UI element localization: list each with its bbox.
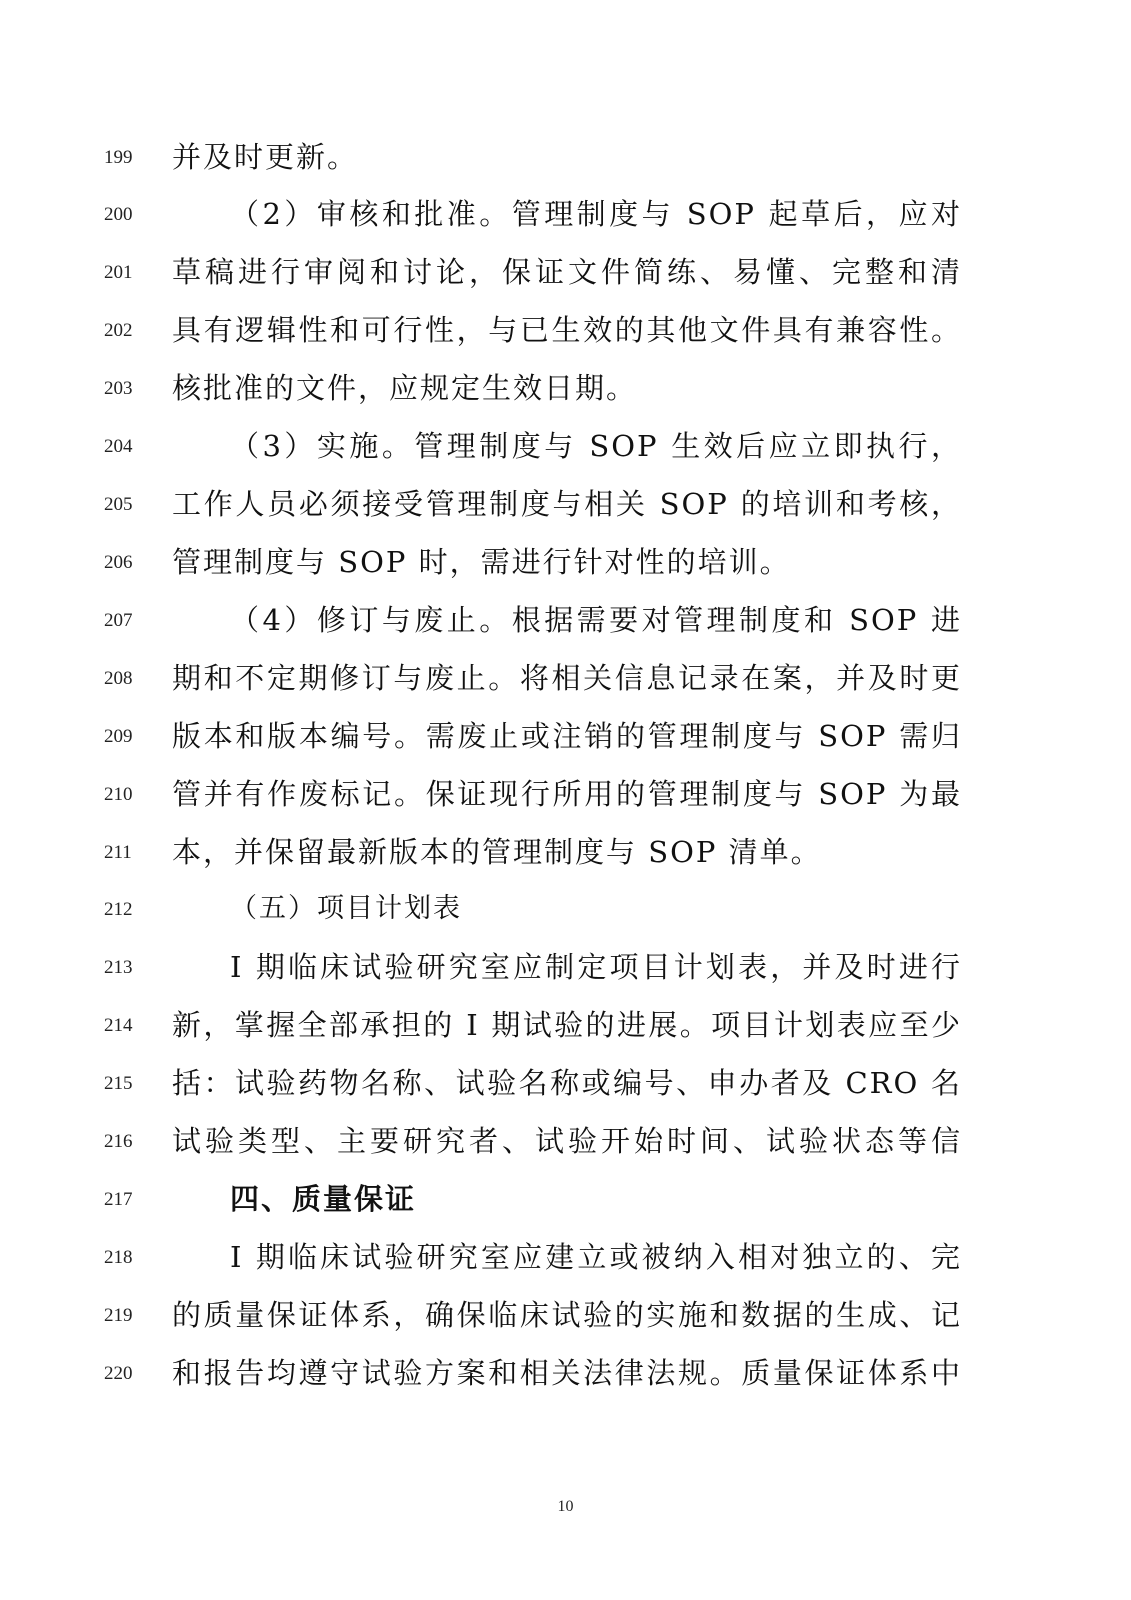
text-line [0, 426, 1131, 466]
line-number: 209 [104, 726, 133, 747]
line-text: 草稿进行审阅和讨论，保证文件简练、易懂、完整和清 [172, 255, 962, 289]
text-line [0, 832, 1131, 872]
line-number: 208 [104, 668, 133, 689]
text-line [0, 137, 1131, 177]
line-number: 214 [104, 1015, 133, 1036]
line-number: 203 [104, 378, 133, 399]
section-subheading: （五）项目计划表 [230, 893, 462, 924]
line-text: 的质量保证体系，确保临床试验的实施和数据的生成、记 [172, 1298, 962, 1332]
line-number: 199 [104, 147, 133, 168]
line-text: 核批准的文件，应规定生效日期。 [172, 371, 638, 405]
text-line [0, 716, 1131, 756]
line-number: 207 [104, 610, 133, 631]
text-line [0, 194, 1131, 234]
line-number: 206 [104, 552, 133, 573]
line-text: 版本和版本编号。需废止或注销的管理制度与 SOP 需归 [172, 719, 962, 753]
line-text: I 期临床试验研究室应制定项目计划表，并及时进行 [230, 950, 962, 984]
line-number: 205 [104, 494, 133, 515]
line-number: 213 [104, 957, 133, 978]
line-number: 218 [104, 1247, 133, 1268]
text-line [0, 1121, 1131, 1161]
line-number: 219 [104, 1305, 133, 1326]
text-line [0, 658, 1131, 698]
line-number: 212 [104, 899, 133, 920]
line-number: 217 [104, 1189, 133, 1210]
text-line [0, 1353, 1131, 1393]
line-text: 工作人员必须接受管理制度与相关 SOP 的培训和考核， [172, 487, 962, 521]
line-text: 管理制度与 SOP 时，需进行针对性的培训。 [172, 545, 791, 579]
line-number: 211 [104, 842, 132, 863]
text-line [0, 252, 1131, 292]
line-text: 期和不定期修订与废止。将相关信息记录在案，并及时更 [172, 661, 962, 695]
line-text: 新，掌握全部承担的 I 期试验的进展。项目计划表应至少 [172, 1008, 962, 1042]
line-number: 216 [104, 1131, 133, 1152]
line-text: 管并有作废标记。保证现行所用的管理制度与 SOP 为最 [172, 777, 962, 811]
text-line [0, 484, 1131, 524]
line-text: 和报告均遵守试验方案和相关法律法规。质量保证体系中 [172, 1356, 962, 1390]
line-number: 201 [104, 262, 133, 283]
text-line [0, 947, 1131, 987]
text-line [0, 368, 1131, 408]
line-text: （2）审核和批准。管理制度与 SOP 起草后，应对 [230, 197, 962, 231]
line-text: 试验类型、主要研究者、试验开始时间、试验状态等信 [172, 1124, 962, 1158]
line-number: 202 [104, 320, 133, 341]
text-line [0, 1063, 1131, 1103]
text-line [0, 1237, 1131, 1277]
line-number: 215 [104, 1073, 133, 1094]
text-line [0, 600, 1131, 640]
section-heading: 四、质量保证 [230, 1182, 417, 1216]
line-text: （4）修订与废止。根据需要对管理制度和 SOP 进 [230, 603, 962, 637]
text-line [0, 774, 1131, 814]
text-line [0, 1295, 1131, 1335]
text-line [0, 542, 1131, 582]
text-line [0, 1005, 1131, 1045]
line-text: 括：试验药物名称、试验名称或编号、申办者及 CRO 名 [172, 1066, 962, 1100]
line-number: 210 [104, 784, 133, 805]
text-line [0, 1179, 1131, 1219]
text-line [0, 889, 1131, 929]
line-text: 并及时更新。 [172, 140, 359, 174]
text-line [0, 310, 1131, 350]
line-number: 204 [104, 436, 133, 457]
line-text: I 期临床试验研究室应建立或被纳入相对独立的、完 [230, 1240, 962, 1274]
line-number: 200 [104, 204, 133, 225]
line-number: 220 [104, 1363, 133, 1384]
line-text: 本，并保留最新版本的管理制度与 SOP 清单。 [172, 835, 822, 869]
page-number: 10 [557, 1498, 574, 1515]
line-text: 具有逻辑性和可行性，与已生效的其他文件具有兼容性。 [172, 313, 962, 347]
line-text: （3）实施。管理制度与 SOP 生效后应立即执行， [230, 429, 962, 463]
